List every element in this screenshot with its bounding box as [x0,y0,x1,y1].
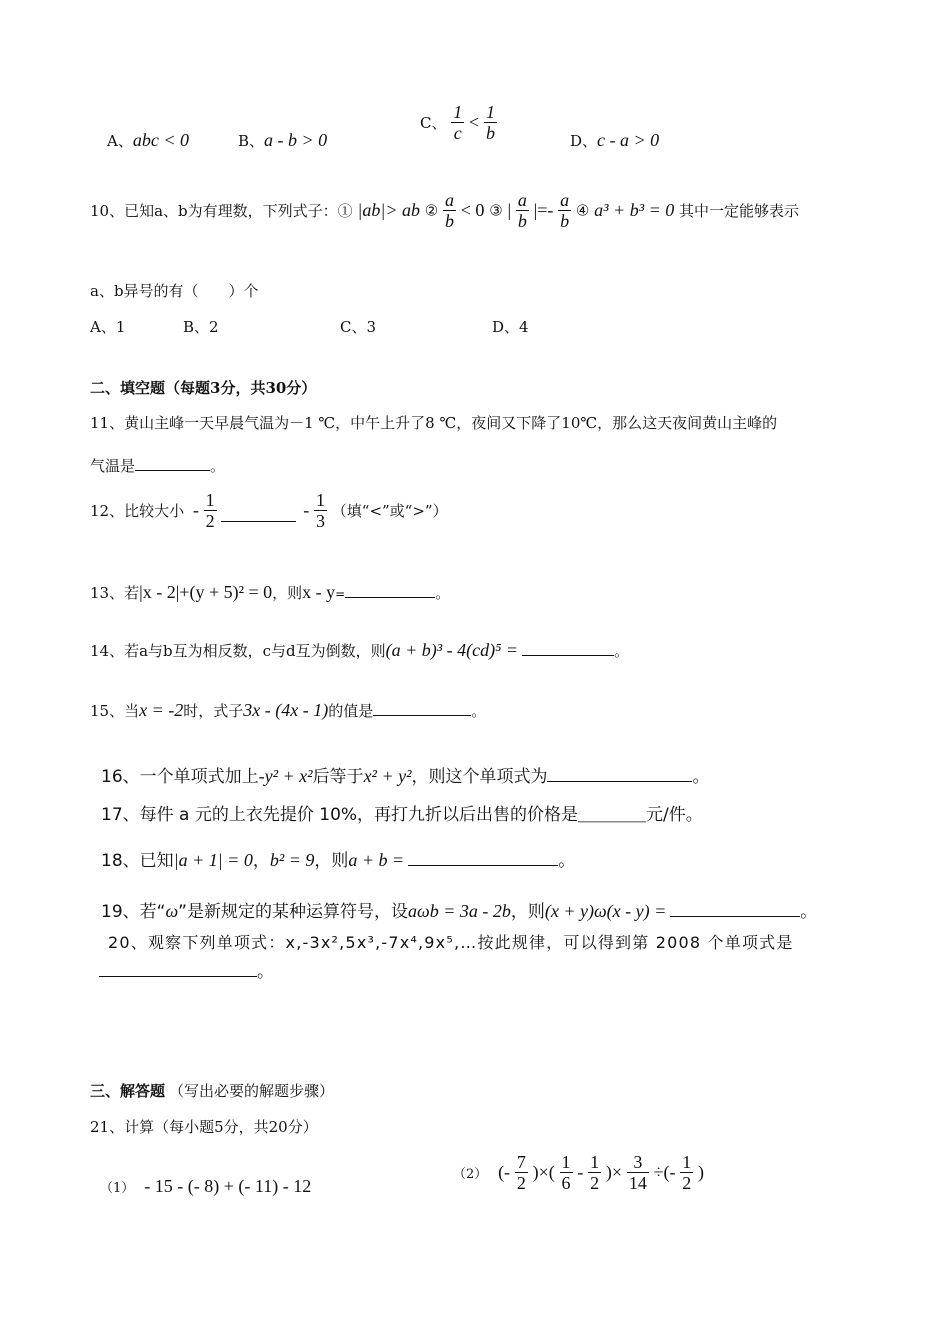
q17: 17、每件 a 元的上衣先提价 10%，再打九折以后出售的价格是＿＿＿＿元/件。 [101,805,703,825]
q21: 21、计算（每小题5分，共20分） [90,1118,318,1136]
q10-line1: 10、已知a、b为有理数，下列式子：① |ab|> ab ② $\frac{a}{b}$ < 0 ③ | $\frac{a}{b}$ |=- $\frac{a}{b}$ ④ a³ + b³ = 0 其中一定能够表示 [90,190,800,231]
q9-option-d: D、c - a > 0 [570,130,660,150]
q9-option-a-math: abc < 0 [132,130,189,150]
q20-line1: 20、观察下列单项式：x,-3x²,5x³,-7x⁴,9x⁵,…按此规律，可以得到第 2008 个单项式是 [108,933,794,952]
fraction: $\frac{3}{14}$ [628,1152,647,1193]
fraction: $\frac{7}{2}$ [516,1152,526,1193]
answer-blank [221,521,296,522]
q16: 16、一个单项式加上-y² + x²后等于x² + y²，则这个单项式为 。 [101,766,710,787]
q9-option-a: A、abc < 0 [107,130,189,150]
q10-option-b: B、2 [183,318,219,336]
fraction: $\frac{1}{c}$ [453,102,463,143]
section3-title: 三、解答题 （写出必要的解题步骤） [90,1082,335,1100]
answer-blank [670,916,800,917]
fraction: $\frac{1}{2}$ [205,490,215,531]
fraction: $\frac{1}{b}$ [485,102,495,143]
q9-option-d-math: c - a > 0 [597,130,660,150]
q11-line2: 气温是 。 [90,457,226,475]
q10-option-a: A、1 [90,318,126,336]
q9-option-b-math: a - b > 0 [264,130,328,150]
q21-part1: （1） - 15 - (- 8) + (- 11) - 12 [100,1176,312,1196]
q14: 14、若a与b互为相反数，c与d互为倒数，则(a + b)³ - 4(cd)⁵ = 。 [90,640,630,660]
answer-blank [99,976,257,977]
q21-part2: （2） (- $\frac{7}{2}$ )×( $\frac{1}{6}$ - $\frac{1}{2}$ )× $\frac{3}{14}$ ÷(- $\frac{1}{2}$ ) [453,1152,705,1193]
q12: 12、比较大小 - $\frac{1}{2}$ - $\frac{1}{3}$ （填“<”或“>”） [90,490,448,531]
answer-blank [547,781,692,782]
fraction: $\frac{1}{2}$ [590,1152,600,1193]
answer-blank [373,715,471,716]
answer-blank [522,655,614,656]
fraction: $\frac{1}{3}$ [316,490,325,531]
q18: 18、已知|a + 1| = 0，b² = 9，则a + b = 。 [101,850,576,871]
q13: 13、若|x - 2|+(y + 5)² = 0，则x - y= 。 [90,582,451,602]
section2-title: 二、填空题（每题3分，共30分） [90,379,317,397]
answer-blank [408,865,558,866]
fraction: $\frac{a}{b}$ [560,190,570,231]
q9-option-b: B、a - b > 0 [238,130,328,150]
q15: 15、当x = -2时，式子3x - (4x - 1)的值是 。 [90,700,487,720]
q11-line1: 11、黄山主峰一天早晨气温为－1 ℃，中午上升了8 ℃，夜间又下降了10℃，那么这天夜间黄山主峰的 [90,414,778,432]
q9-option-c: C、 $\frac{1}{c}$ < $\frac{1}{b}$ [420,102,495,143]
fraction: $\frac{1}{2}$ [682,1152,692,1193]
fraction: $\frac{a}{b}$ [444,190,454,231]
q10-option-c: C、3 [340,318,377,336]
fraction: $\frac{1}{6}$ [561,1152,571,1193]
answer-blank [345,597,435,598]
q10-option-d: D、4 [492,318,529,336]
q19: 19、若“ω”是新规定的某种运算符号，设aωb = 3a - 2b，则(x + y)ω(x - y) = 。 [101,901,818,922]
fraction: $\frac{a}{b}$ [517,190,527,231]
q20-line2: 。 [99,957,274,982]
q10-line2: a、b异号的有（ ）个 [90,282,259,300]
answer-blank [135,470,210,471]
